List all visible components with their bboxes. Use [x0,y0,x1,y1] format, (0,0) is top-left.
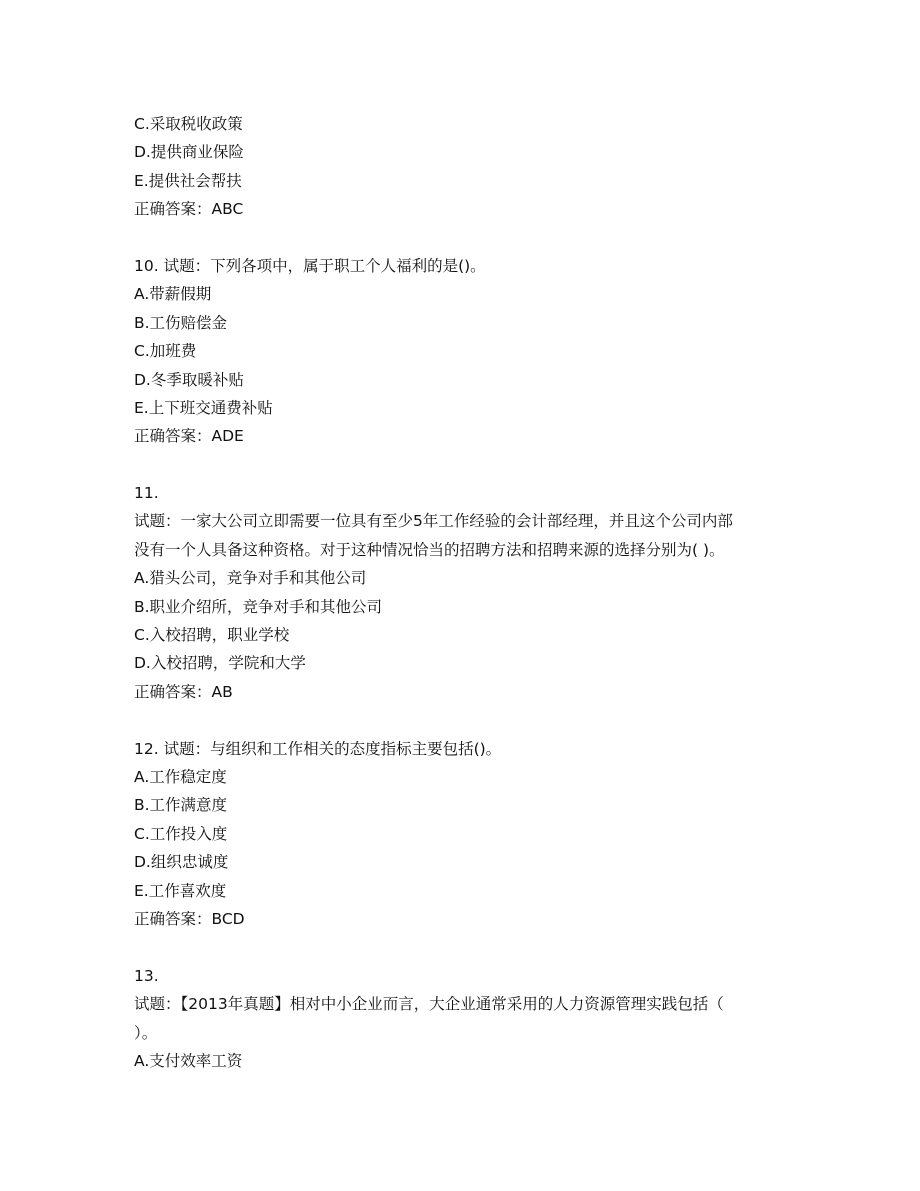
question-number: 13. [134,966,159,985]
correct-answer: 正确答案：ADE [134,427,244,446]
option-b: B.职业介绍所，竞争对手和其他公司 [134,597,383,616]
question-13 [134,962,784,1076]
option-c: C.工作投入度 [134,824,228,843]
option-a: A.猎头公司，竞争对手和其他公司 [134,569,367,588]
question-text: 10. 试题：下列各项中，属于职工个人福利的是()。 [134,256,486,275]
option-c: C.入校招聘，职业学校 [134,626,290,645]
question-9-tail [134,110,784,224]
question-text: 12. 试题：与组织和工作相关的态度指标主要包括()。 [134,739,502,758]
document-page [134,110,784,1075]
option-d: D.提供商业保险 [134,143,244,162]
option-e: E.提供社会帮扶 [134,171,242,190]
spacer [134,933,784,961]
option-e: E.工作喜欢度 [134,881,227,900]
option-e: E.上下班交通费补贴 [134,398,273,417]
spacer [134,706,784,734]
option-c: C.采取税收政策 [134,115,243,133]
question-text-line-1: 试题：【2013年真题】相对中小企业而言，大企业通常采用的人力资源管理实践包括（ [134,995,724,1014]
question-text-line-2: 没有一个人具备这种资格。对于这种情况恰当的招聘方法和招聘来源的选择分别为( )。 [134,540,725,559]
spacer [134,451,784,479]
correct-answer: 正确答案：BCD [134,909,245,928]
option-a: A.工作稳定度 [134,767,227,786]
correct-answer: 正确答案：ABC [134,200,244,219]
correct-answer: 正确答案：AB [134,682,233,701]
question-text-line-2: ）。 [134,1023,158,1042]
option-a: A.支付效率工资 [134,1051,243,1070]
question-10 [134,252,784,451]
question-12 [134,735,784,934]
question-11 [134,479,784,706]
question-number: 11. [134,484,159,503]
spacer [134,224,784,252]
question-text-line-1: 试题：一家大公司立即需要一位具有至少5年工作经验的会计部经理，并且这个公司内部 [134,512,733,531]
option-a: A.带薪假期 [134,285,212,304]
option-d: D.冬季取暖补贴 [134,370,244,389]
option-b: B.工作满意度 [134,796,228,815]
option-b: B.工伤赔偿金 [134,313,228,332]
option-d: D.入校招聘，学院和大学 [134,654,306,673]
option-d: D.组织忠诚度 [134,853,229,872]
option-c: C.加班费 [134,342,197,361]
